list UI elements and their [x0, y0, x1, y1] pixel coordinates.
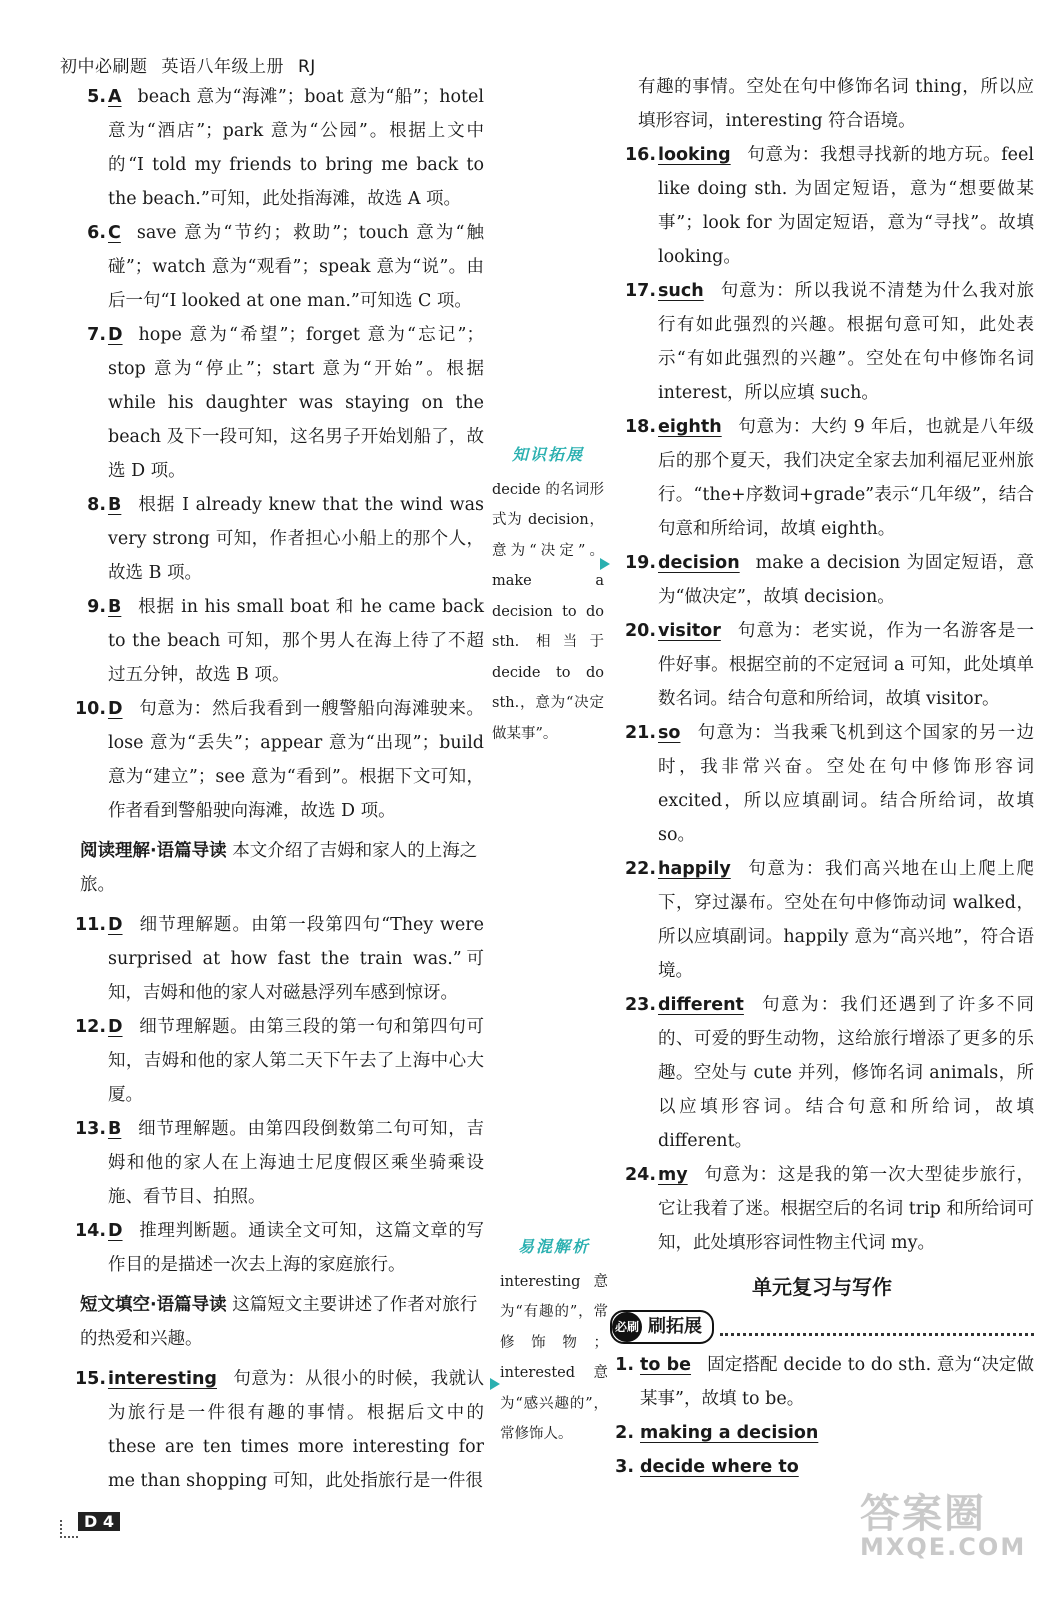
- extension-list: [610, 1348, 1034, 1484]
- item-explanation: 推理判断题。通读全文可知，这篇文章的写作目的是描述一次去上海的家庭旅行。: [108, 1221, 484, 1275]
- header-edition: RJ: [298, 57, 316, 77]
- item-answer: D: [108, 325, 123, 345]
- item-number: 19.: [624, 553, 656, 573]
- item-number: 3.: [615, 1457, 634, 1477]
- item-explanation: 根据 in his small boat 和 he came back to the beach 可知，那个男人在海上待了不超过五分钟，故选 B 项。: [108, 597, 484, 685]
- header-subject: 英语八年级上册: [161, 57, 284, 77]
- answer-item: [610, 1450, 1034, 1484]
- brush-icon: 必刷: [612, 1312, 642, 1342]
- item-answer: different: [658, 995, 744, 1015]
- tip-box-confusion: [500, 1232, 608, 1450]
- answer-item: [60, 908, 484, 1010]
- item-explanation: 句意为：所以我说不清楚为什么我对旅行有如此强烈的兴趣。根据句意可知，此处表示“有如此强烈的兴趣”。空处在句中修饰名词 interest，所以应填 such。: [658, 281, 1034, 403]
- item-explanation: 句意为：我们还遇到了许多不同的、可爱的野生动物，这给旅行增添了更多的乐趣。空处与 cute 并列，修饰名词 animals，所以应填形容词。结合句意和所给词，故填 different。: [658, 995, 1034, 1151]
- extension-header: [610, 1310, 1034, 1344]
- answer-list-2: [60, 908, 484, 1282]
- item-answer: such: [658, 281, 704, 301]
- item-explanation: 句意为：从很小的时候，我就认为旅行是一件很有趣的事情。根据后文中的 these are ten times more interesting for me than shopping 可知，此处指旅行是一件很: [108, 1369, 484, 1491]
- answer-item: [610, 988, 1034, 1158]
- item-answer: C: [108, 223, 121, 243]
- item-explanation: 句意为：大约 9 年后，也就是八年级后的那个夏天，我们决定全家去加利福尼亚州旅行。“the+序数词+grade”表示“几年级”，结合句意和所给词，故填 eighth。: [658, 417, 1034, 539]
- tip-body: interesting 意为“有趣的”，常修饰物；interested 意为“感兴趣的”，常修饰人。: [500, 1273, 608, 1442]
- item-number: 16.: [624, 145, 656, 165]
- item-explanation: 固定搭配 decide to do sth. 意为“决定做某事”，故填 to be。: [640, 1355, 1034, 1409]
- item-number: 20.: [624, 621, 656, 641]
- tip-body: decide 的名词形式为 decision，意为“决定”。make a decision to do sth. 相当于 decide to do sth.，意为“决定做某事”。: [492, 481, 604, 742]
- section-text: 本文介绍了吉姆和家人的上海之旅。: [80, 841, 478, 895]
- item-explanation: beach 意为“海滩”；boat 意为“船”；hotel 意为“酒店”；park 意为“公园”。根据上文中的“I told my friends to bring me back to the beach.”可知，此处指海滩，故选 A 项。: [108, 87, 484, 209]
- tip-box-knowledge: [492, 440, 604, 749]
- item-number: 1.: [615, 1355, 634, 1375]
- item-answer: B: [108, 1119, 122, 1139]
- answer-item: [610, 274, 1034, 410]
- item-explanation: 句意为：老实说，作为一名游客是一件好事。根据空前的不定冠词 a 可知，此处填单数名词。结合句意和所给词，故填 visitor。: [658, 621, 1034, 709]
- item-explanation: 句意为：然后我看到一艘警船向海滩驶来。lose 意为“丢失”；appear 意为“出现”；build 意为“建立”；see 意为“看到”。根据下文可知，作者看到警船驶向海滩，故选 D 项。: [108, 699, 484, 821]
- item-number: 6.: [87, 223, 106, 243]
- section-reading-guide: [60, 834, 484, 902]
- item-answer: so: [658, 723, 681, 743]
- item-explanation: hope 意为“希望”；forget 意为“忘记”；stop 意为“停止”；start 意为“开始”。根据 while his daughter was staying on the beach 及下一段可知，这名男子开始划船了，故选 D 项。: [108, 325, 484, 481]
- item-answer: to be: [640, 1355, 692, 1375]
- answer-item: [610, 716, 1034, 852]
- answer-item: [60, 318, 484, 488]
- answer-item: [610, 852, 1034, 988]
- item-number: 14.: [74, 1221, 106, 1241]
- item-number: 2.: [615, 1423, 634, 1443]
- dotted-divider: [720, 1319, 1034, 1336]
- item-number: 24.: [624, 1165, 656, 1185]
- item-explanation: make a decision 为固定短语，意为“做决定”，故填 decision。: [658, 553, 1034, 607]
- answer-item: [610, 1158, 1034, 1260]
- section-cloze-guide: [60, 1288, 484, 1356]
- watermark-logo: [860, 1482, 1026, 1561]
- item-answer: B: [108, 495, 122, 515]
- watermark-line2: MXQE.COM: [860, 1533, 1027, 1561]
- answer-item: [60, 488, 484, 590]
- item-number: 22.: [624, 859, 656, 879]
- unit-title: 单元复习与写作: [752, 1275, 892, 1299]
- right-column: [610, 70, 1034, 1484]
- item-answer: D: [108, 1221, 123, 1241]
- section-text: 这篇短文主要讲述了作者对旅行的热爱和兴趣。: [80, 1295, 478, 1349]
- item-number: 10.: [74, 699, 106, 719]
- badge-label: 刷拓展: [648, 1316, 702, 1337]
- answer-item: [610, 138, 1034, 274]
- item-answer: visitor: [658, 621, 721, 641]
- item-number: 21.: [624, 723, 656, 743]
- answer-item: [60, 1214, 484, 1282]
- answer-item: [60, 1112, 484, 1214]
- item-explanation: save 意为“节约；救助”；touch 意为“触碰”；watch 意为“观看”；speak 意为“说”。由后一句“I looked at one man.”可知选 C 项。: [108, 223, 484, 311]
- item-answer: eighth: [658, 417, 722, 437]
- item-number: 23.: [624, 995, 656, 1015]
- answer-list-3: [610, 138, 1034, 1260]
- pointer-arrow-icon: [490, 1378, 500, 1390]
- answer-item-15: [60, 1362, 484, 1498]
- answer-item: [60, 216, 484, 318]
- answer-item: [610, 1416, 1034, 1450]
- watermark-line1: 答案圈: [860, 1491, 986, 1537]
- item-answer: decision: [658, 553, 740, 573]
- section-label: 短文填空·语篇导读: [80, 1295, 227, 1315]
- item-answer: A: [108, 87, 122, 107]
- tip-title: 知识拓展: [511, 445, 584, 464]
- item-number: 18.: [624, 417, 656, 437]
- item-answer: decide where to: [640, 1457, 799, 1477]
- item-answer: looking: [658, 145, 731, 165]
- item-answer: D: [108, 699, 123, 719]
- answer-item: [60, 692, 484, 828]
- answer-item: [610, 1348, 1034, 1416]
- item-answer: D: [108, 1017, 123, 1037]
- item-explanation: 细节理解题。由第一段第四句“They were surprised at how fast the train was.”可知，吉姆和他的家人对磁悬浮列车感到惊讶。: [108, 915, 484, 1003]
- answer-item: [60, 80, 484, 216]
- item-number: 11.: [74, 915, 106, 935]
- section-label: 阅读理解·语篇导读: [80, 841, 227, 861]
- page-number-label: D 4: [78, 1512, 120, 1531]
- answer-item-15-continued: 有趣的事情。空处在句中修饰名词 thing，所以应填形容词，interesting 符合语境。: [638, 77, 1034, 131]
- item-number: 17.: [624, 281, 656, 301]
- item-number: 8.: [87, 495, 106, 515]
- answer-item: [610, 546, 1034, 614]
- answer-item: [610, 614, 1034, 716]
- item-answer: my: [658, 1165, 688, 1185]
- answer-item: [610, 410, 1034, 546]
- page-number: [60, 1512, 126, 1534]
- item-explanation: 句意为：这是我的第一次大型徒步旅行，它让我着了迷。根据空后的名词 trip 和所给词可知，此处填形容词性物主代词 my。: [658, 1165, 1034, 1253]
- extension-badge: [610, 1310, 714, 1344]
- item-number: 7.: [87, 325, 106, 345]
- page-header: [60, 52, 316, 77]
- item-explanation: 细节理解题。由第四段倒数第二句可知，吉姆和他的家人在上海迪士尼度假区乘坐骑乘设施、看节目、拍照。: [108, 1119, 484, 1207]
- item-explanation: 细节理解题。由第三段的第一句和第四句可知，吉姆和他的家人第二天下午去了上海中心大厦。: [108, 1017, 484, 1105]
- item-answer: interesting: [108, 1369, 217, 1389]
- item-number: 12.: [74, 1017, 106, 1037]
- item-explanation: 根据 I already knew that the wind was very strong 可知，作者担心小船上的那个人，故选 B 项。: [108, 495, 484, 583]
- item-answer: B: [108, 597, 122, 617]
- page-corner-decoration: [60, 1520, 78, 1538]
- item-answer: D: [108, 915, 123, 935]
- answer-item: [60, 590, 484, 692]
- tip-title: 易混解析: [517, 1237, 590, 1256]
- item-answer: happily: [658, 859, 731, 879]
- item-number: 15.: [74, 1369, 106, 1389]
- item-number: 5.: [87, 87, 106, 107]
- item-explanation: 句意为：我想寻找新的地方玩。feel like doing sth. 为固定短语，意为“想要做某事”；look for 为固定短语，意为“寻找”。故填 looking。: [658, 145, 1034, 267]
- pointer-arrow-icon: [600, 558, 610, 570]
- left-column: [60, 80, 484, 1498]
- header-book: 初中必刷题: [60, 57, 148, 77]
- item-number: 9.: [87, 597, 106, 617]
- answer-item: [60, 1010, 484, 1112]
- item-answer: making a decision: [640, 1423, 819, 1443]
- item-explanation: 句意为：我们高兴地在山上爬上爬下，穿过瀑布。空处在句中修饰动词 walked，所以应填副词。happily 意为“高兴地”，符合语境。: [658, 859, 1034, 981]
- item-number: 13.: [74, 1119, 106, 1139]
- item-explanation: 句意为：当我乘飞机到这个国家的另一边时，我非常兴奋。空处在句中修饰形容词 excited，所以应填副词。结合所给词，故填 so。: [658, 723, 1034, 845]
- answer-list-1: [60, 80, 484, 828]
